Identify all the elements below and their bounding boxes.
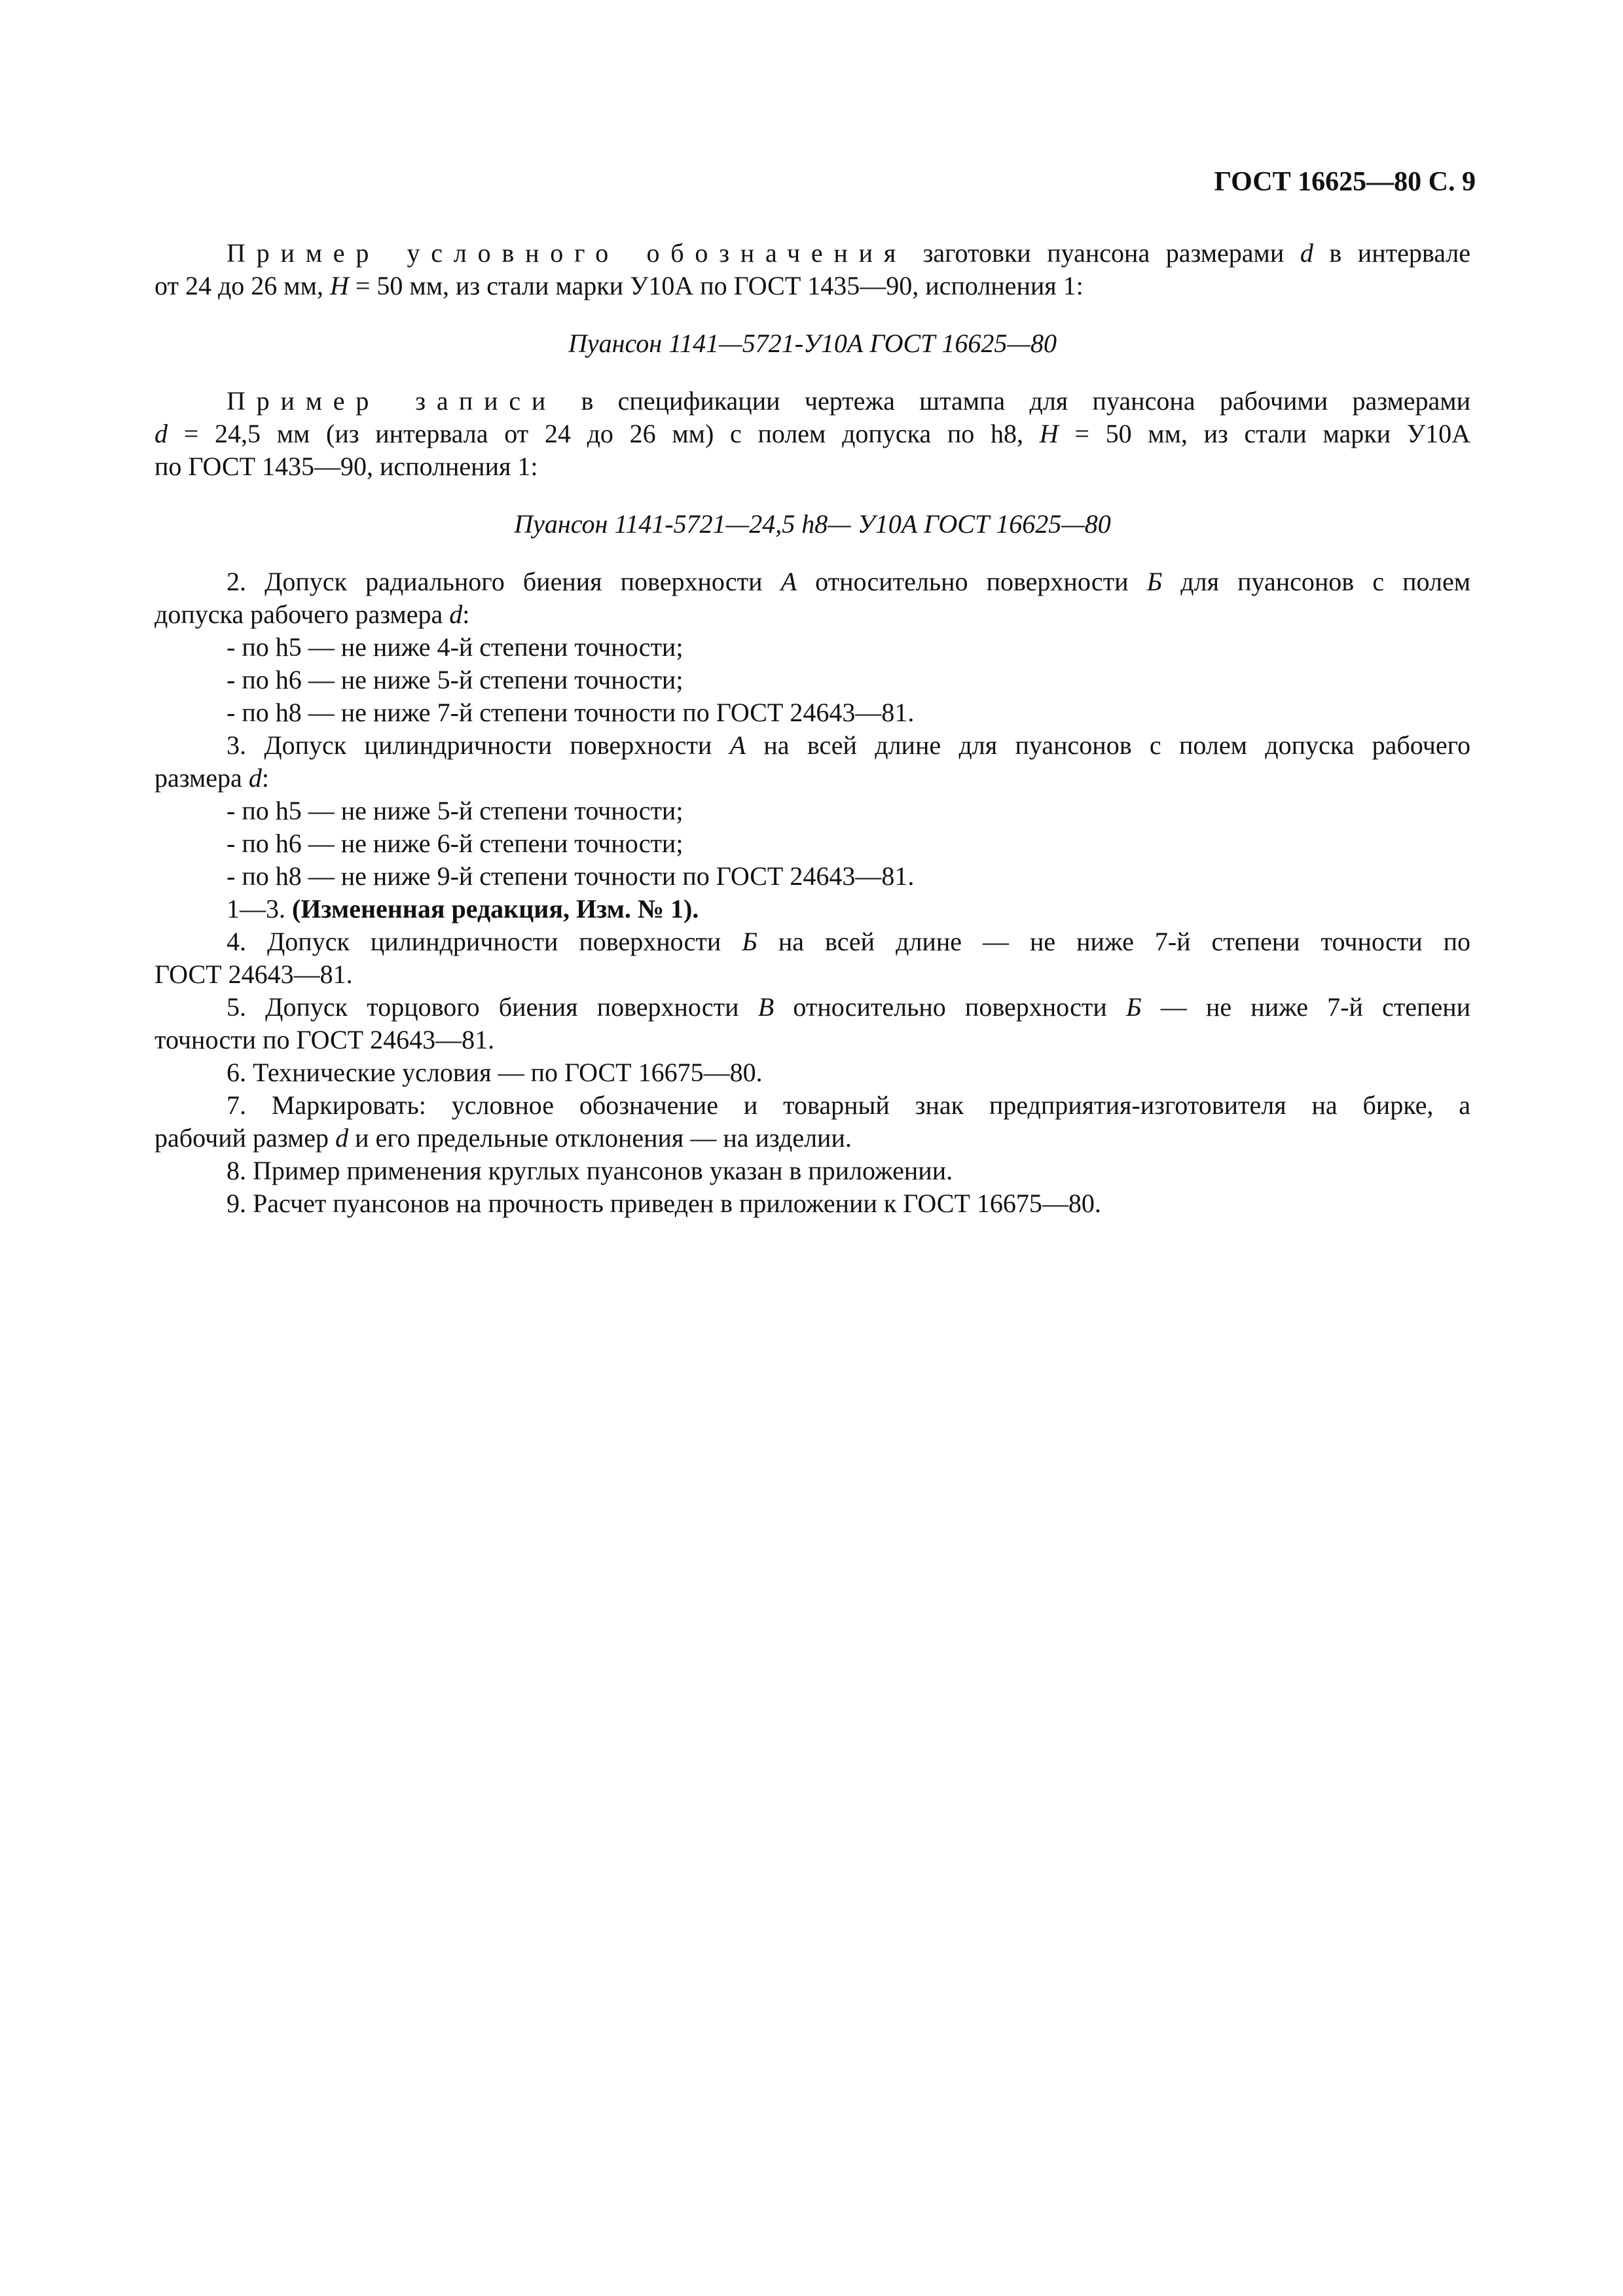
item-6-technical-conditions: 6. Технические условия — по ГОСТ 16675—80. — [227, 1058, 763, 1087]
list-item: - по h8 — не ниже 7-й степени точности по ГОСТ 24643—81. — [227, 698, 915, 727]
designation-example-2: Пуансон 1141-5721—24,5 h8— У10А ГОСТ 16625—80 — [514, 509, 1111, 539]
item-7-marking: 7. Маркировать: условное обозначение и товарный знак предприятия-изготовителя на бирке, а — [227, 1090, 1470, 1120]
list-item: - по h5 — не ниже 4-й степени точности; — [227, 632, 684, 662]
item-4-cylindricity-b: 4. Допуск цилиндричности поверхности Б на всей длине — не ниже 7-й степени точности по — [227, 927, 1471, 956]
example-designation-lead: Пример условного обозначения — [227, 238, 907, 268]
revision-note: 1—3. (Измененная редакция, Изм. № 1). — [227, 894, 699, 924]
list-item: - по h6 — не ниже 5-й степени точности; — [227, 665, 684, 694]
list-item: - по h8 — не ниже 9-й степени точности по ГОСТ 24643—81. — [227, 861, 915, 891]
item-3-cylindricity: 3. Допуск цилиндричности поверхности А на всей длине для пуансонов с полем допуска рабочего — [227, 730, 1471, 760]
list-item: - по h6 — не ниже 6-й степени точности; — [227, 829, 684, 858]
example-record-line-3: по ГОСТ 1435—90, исполнения 1: — [155, 452, 538, 481]
example-designation-line-2: от 24 до 26 мм, H = 50 мм, из стали марки У10А по ГОСТ 1435—90, исполнения 1: — [155, 271, 1084, 300]
page-header: ГОСТ 16625—80 С. 9 — [1214, 167, 1476, 197]
document-body — [155, 237, 1470, 1220]
item-5-line-2: точности по ГОСТ 24643—81. — [155, 1025, 495, 1054]
item-5-face-runout: 5. Допуск торцового биения поверхности В относительно поверхности Б — не ниже 7-й степени — [227, 992, 1471, 1022]
item-7-line-2: рабочий размер d и его предельные отклонения — на изделии. — [155, 1123, 852, 1153]
item-9-strength-calculation: 9. Расчет пуансонов на прочность приведен в приложении к ГОСТ 16675—80. — [227, 1189, 1101, 1218]
designation-example-1: Пуансон 1141—5721-У10А ГОСТ 16625—80 — [568, 329, 1057, 358]
item-2-line-2: допуска рабочего размера d: — [155, 600, 470, 629]
item-3-line-2: размера d: — [155, 763, 269, 793]
example-designation-paragraph: Пример условного обозначения заготовки пуансона размерами d в интервале — [227, 238, 1471, 268]
item-4-line-2: ГОСТ 24643—81. — [155, 960, 353, 989]
example-record-paragraph: Пример записи в спецификации чертежа штампа для пуансона рабочими размерами — [227, 386, 1471, 416]
example-record-line-2: d = 24,5 мм (из интервала от 24 до 26 мм) с полем допуска по h8, H = 50 мм, из стали марки У10А — [155, 419, 1471, 448]
list-item: - по h5 — не ниже 5-й степени точности; — [227, 796, 684, 825]
example-record-lead: Пример записи — [227, 386, 557, 416]
item-2-radial-runout: 2. Допуск радиального биения поверхности А относительно поверхности Б для пуансонов с полем — [227, 567, 1471, 596]
item-8-application-example: 8. Пример применения круглых пуансонов указан в приложении. — [227, 1156, 953, 1185]
